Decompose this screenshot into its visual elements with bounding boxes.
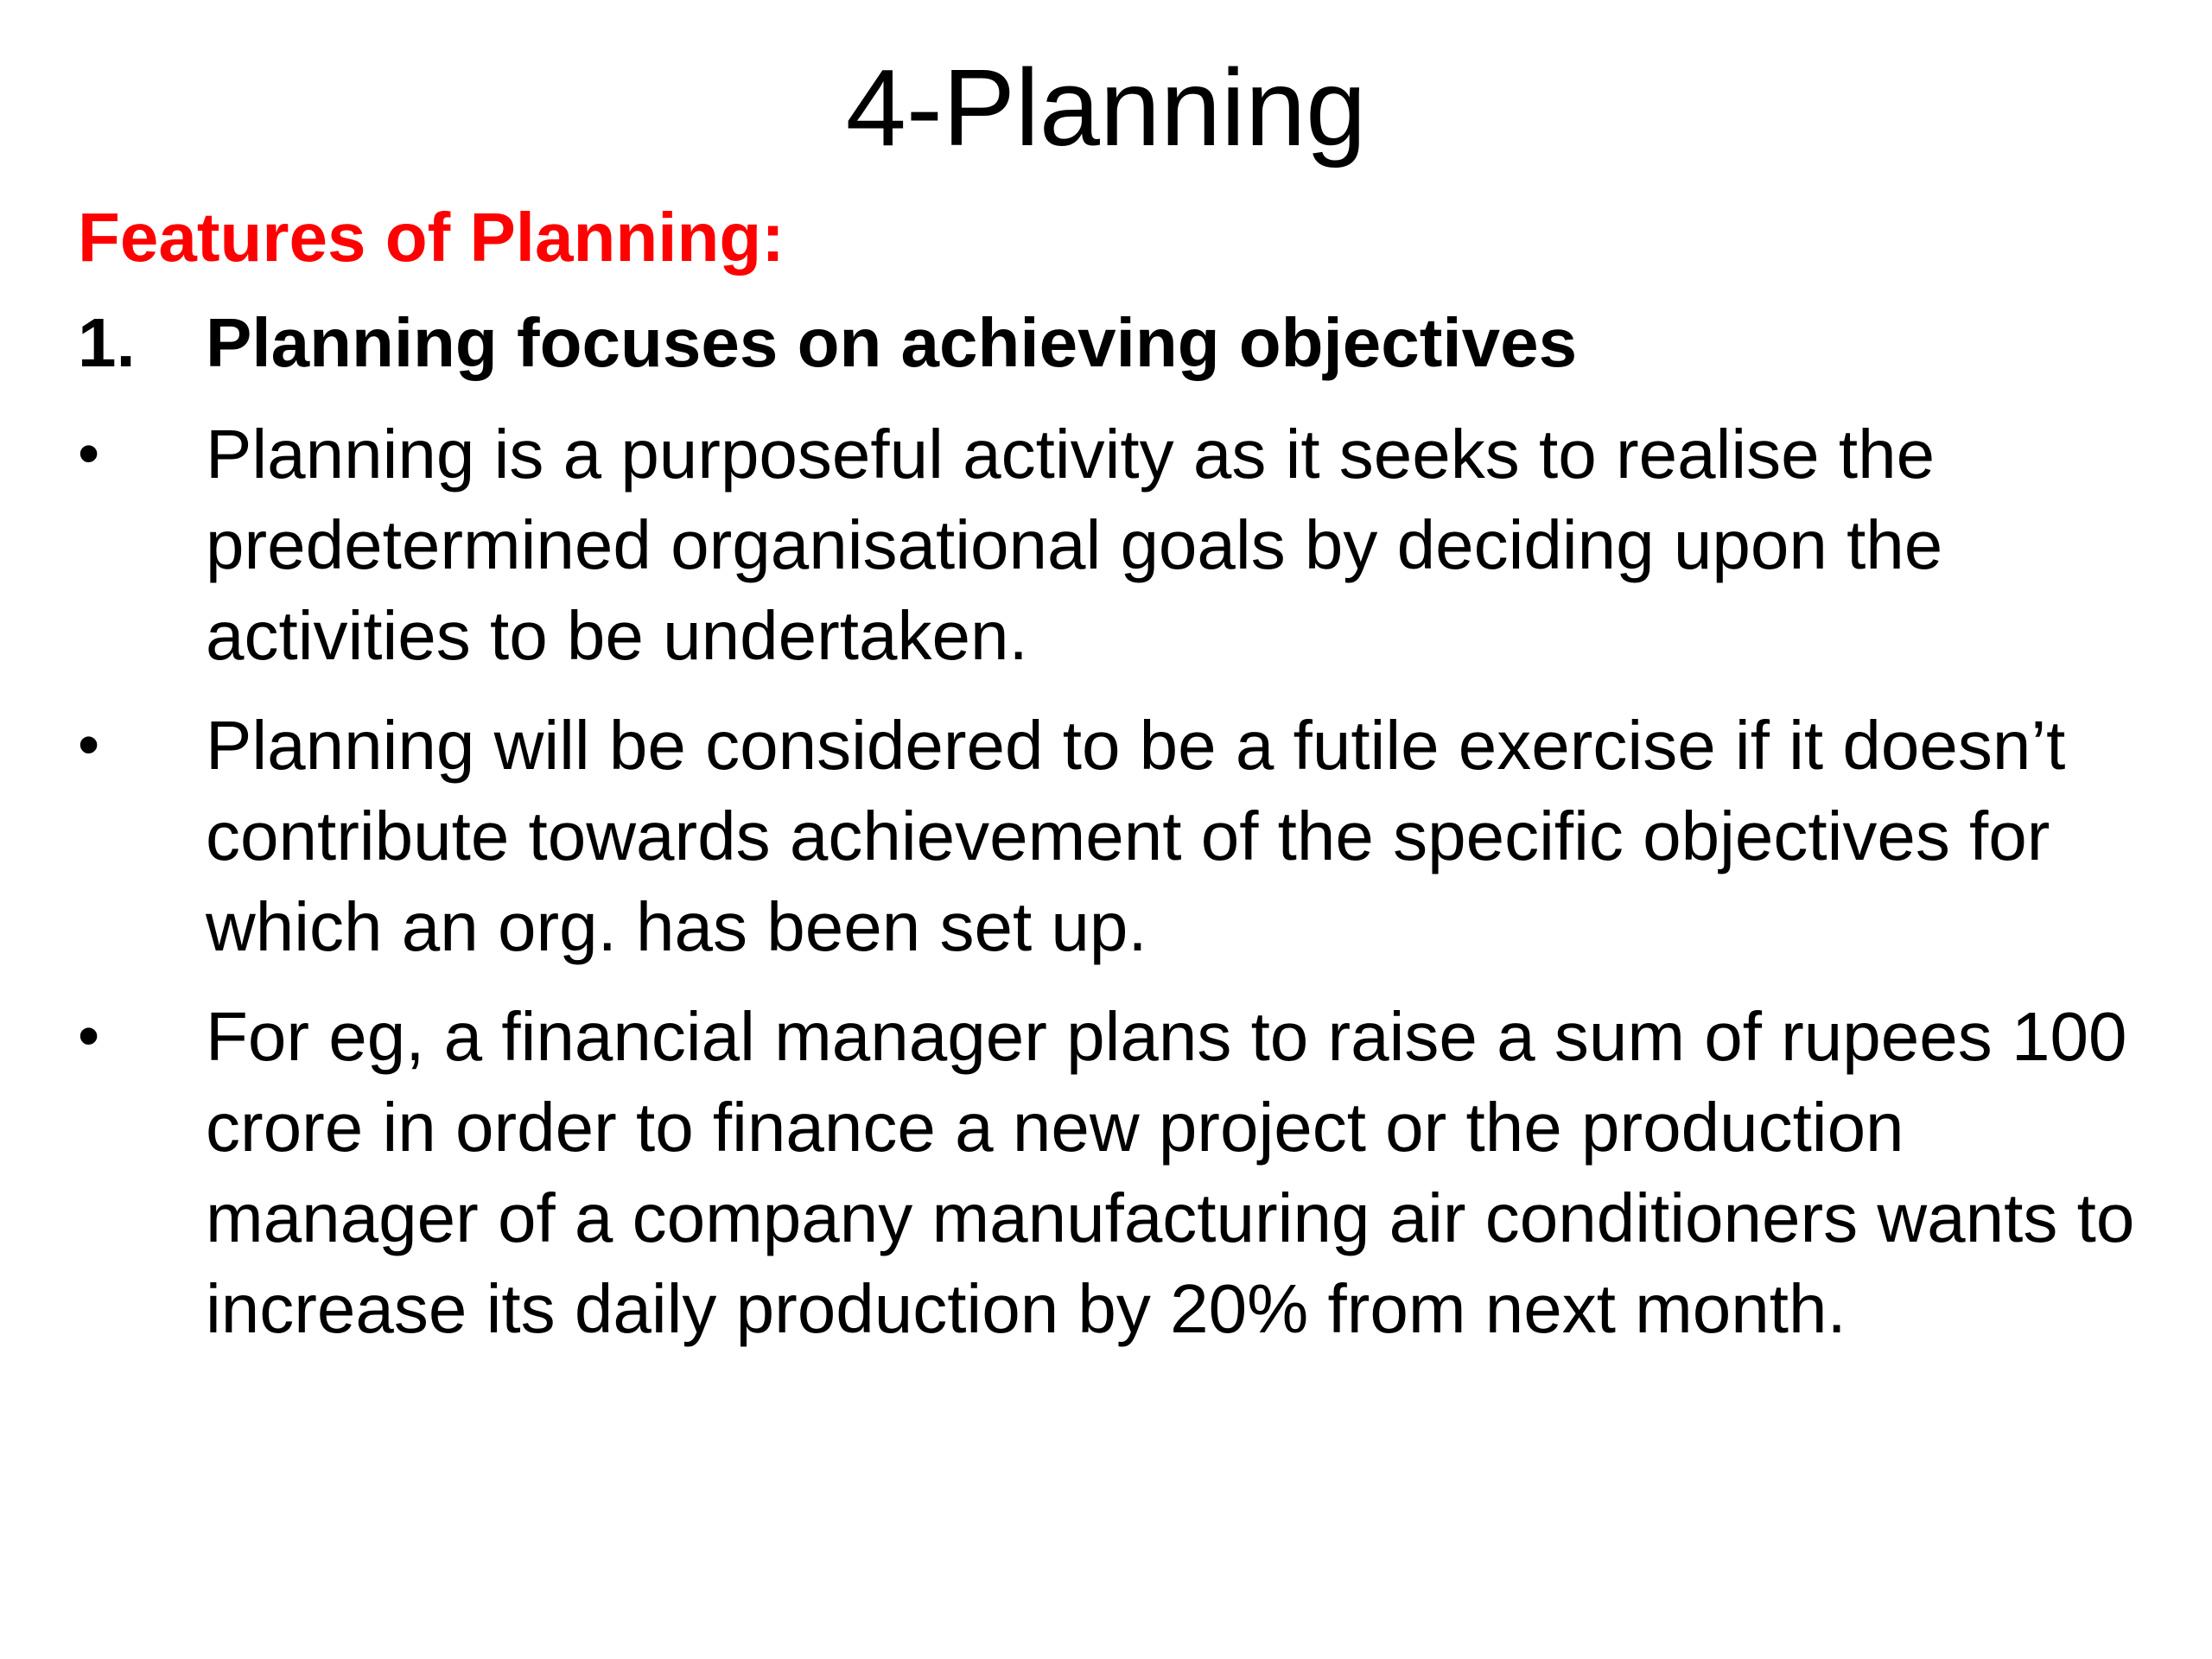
bullet-item-3 [78,991,2169,1354]
bullet-text: Planning will be considered to be a futile exercise if it doesn’t contribute towards achievement of the specific objectives for which an org. has been set up. [206,707,2066,965]
bullet-icon: • [78,419,100,488]
slide-title: 4-Planning [845,47,1367,168]
bullet-text: Planning is a purposeful activity as it seeks to realise the predetermined organisational goals by deciding upon the activities to be undertaken. [206,416,1943,674]
numbered-point [78,300,2169,386]
bullet-icon: • [78,1001,100,1071]
list-number: 1. [78,304,136,381]
section-heading: Features of Planning: [78,199,785,276]
slide-content [78,194,2169,1373]
bullet-text: For eg, a financial manager plans to raise a sum of rupees 100 crore in order to finance a new project or the production manager of a company manufacturing air conditioners wants to increase its daily production by 20% from next month. [206,998,2135,1347]
bullet-item-2 [78,700,2169,972]
bullet-icon: • [78,710,100,779]
bullet-item-1 [78,409,2169,681]
numbered-point-text: Planning focuses on achieving objectives [206,304,1578,381]
